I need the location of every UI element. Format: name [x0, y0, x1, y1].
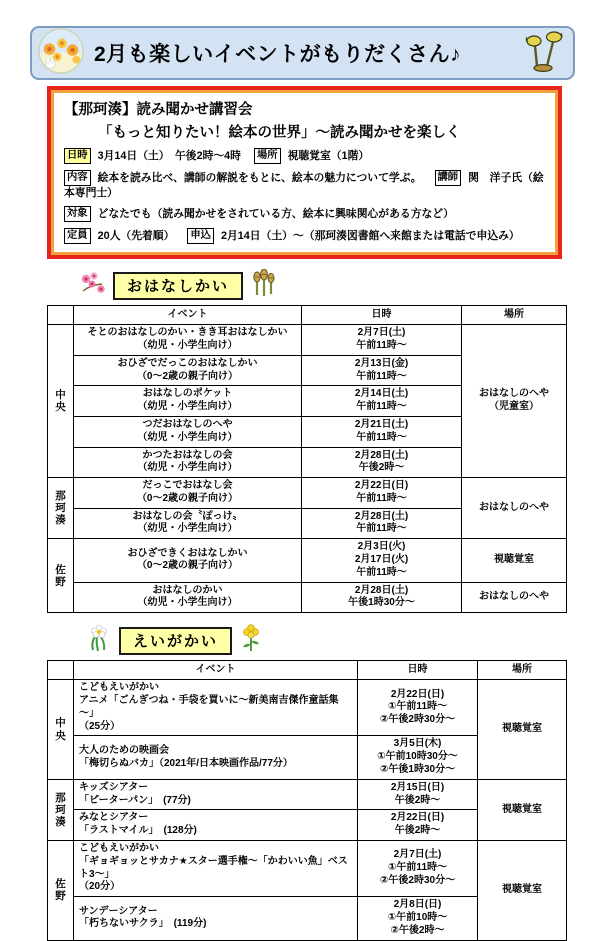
place-cell: 視聴覚室: [478, 779, 567, 840]
branch-cell: 那 珂 湊: [48, 478, 74, 539]
rapeseed-flower-icon: [239, 624, 263, 657]
table-row: [48, 841, 567, 897]
storytime-table: [47, 305, 567, 613]
event-cell: こどもえいがかい アニメ「ごんぎつね・手袋を買いに～新美南吉傑作童話集～」 （25分）: [74, 680, 358, 736]
event-cell: だっこでおはなし会 （0～2歳の親子向け）: [74, 478, 302, 509]
datetime-cell: 2月15日(日) 午後2時～: [358, 779, 478, 810]
datetime-label: 日時: [64, 148, 91, 164]
place-cell: おはなしのへや: [462, 478, 567, 539]
event-cell: 大人のための映画会 「梅切らぬバカ」（2021年/日本映画作品/77分）: [74, 736, 358, 779]
table-row: [48, 325, 567, 356]
section-title-movie: えいがかい: [119, 627, 232, 655]
event-cell: おはなしのポケット （幼児・小学生向け）: [74, 386, 302, 417]
datetime-cell: 3月5日(木) ①午前10時30分～ ②午後1時30分～: [358, 736, 478, 779]
event-cell: みなとシアター 「ラストマイル」 (128分): [74, 810, 358, 841]
movie-table: [47, 660, 567, 940]
datetime-cell: 2月8日(日) ①午前10時～ ②午後2時～: [358, 897, 478, 940]
column-header: 場所: [462, 306, 567, 325]
datetime-cell: 2月14日(土) 午前11時～: [302, 386, 462, 417]
branch-cell: 那 珂 湊: [48, 779, 74, 840]
event-cell: おひざでだっこのおはなしかい （0～2歳の親子向け）: [74, 355, 302, 386]
lecturer-value: 関 洋子氏（絵本専門士）: [64, 171, 544, 199]
target-value: どなたでも（読み聞かせをされている方、絵本に興味関心がある方など）: [97, 208, 454, 221]
content-value: 絵本を読み比べ、講師の解説をもとに、絵本の魅力について学ぶ。: [97, 171, 422, 184]
apply-label: 申込: [187, 228, 214, 244]
datetime-cell: 2月21日(土) 午前11時～: [302, 416, 462, 447]
section-title-storytime: おはなしかい: [113, 272, 243, 300]
datetime-cell: 2月22日(日) 午後2時～: [358, 810, 478, 841]
movie-section-header: [88, 624, 605, 657]
workshop-content-line: [64, 170, 547, 200]
datetime-value: 3月14日（土） 午後2時～4時: [97, 150, 241, 162]
capacity-label: 定員: [64, 228, 91, 244]
branch-cell: 佐 野: [48, 539, 74, 613]
column-header: 日時: [358, 661, 478, 680]
workshop-target-line: [64, 206, 547, 222]
datetime-cell: 2月28日(土) 午後1時30分～: [302, 582, 462, 613]
table-row: [48, 680, 567, 736]
place-cell: おはなしのへや （児童室）: [462, 325, 567, 478]
plum-blossom-icon: [80, 271, 106, 300]
workshop-subtitle: 「もっと知りたい！絵本の世界」～読み聞かせを楽しく: [98, 125, 461, 141]
place-cell: 視聴覚室: [462, 539, 567, 582]
place-cell: おはなしのへや: [462, 582, 567, 613]
workshop-notice-box: [47, 86, 562, 259]
table-row: [48, 582, 567, 613]
header-banner: [30, 26, 575, 80]
branch-cell: 中 央: [48, 325, 74, 478]
branch-cell: 中 央: [48, 680, 74, 780]
datetime-cell: 2月28日(土) 午後2時～: [302, 447, 462, 478]
event-cell: つだおはなしのへや （幼児・小学生向け）: [74, 416, 302, 447]
event-cell: おはなしの会〝ぽっけ〟 （幼児・小学生向け）: [74, 508, 302, 539]
place-cell: 視聴覚室: [478, 680, 567, 780]
place-value: 視聴覚室（1階）: [287, 150, 370, 162]
capacity-value: 20人（先着順）: [97, 230, 175, 243]
event-cell: キッズシアター 「ピーターパン」 (77分): [74, 779, 358, 810]
page-title: 2月も楽しいイベントがもりだくさん♪: [94, 43, 462, 66]
workshop-title: 【那珂湊】読み聞かせ講習会: [64, 102, 253, 118]
lecturer-label: 講師: [435, 170, 462, 186]
event-cell: かつたおはなしの会 （幼児・小学生向け）: [74, 447, 302, 478]
column-header: イベント: [74, 661, 358, 680]
event-cell: こどもえいがかい 「ギョギョッとサカナ★スター選手権～「かわいい魚」ベスト3～」 （20分）: [74, 841, 358, 897]
event-cell: おひざできくおはなしかい （0～2歳の親子向け）: [74, 539, 302, 582]
content-label: 内容: [64, 170, 91, 186]
horsetail-icon: [250, 269, 276, 302]
workshop-capacity-line: [64, 228, 547, 244]
butterbur-sprout-illustration: [523, 30, 563, 77]
target-label: 対象: [64, 206, 91, 222]
table-header-row: [48, 306, 567, 325]
table-header-row: [48, 661, 567, 680]
event-cell: おはなしのかい （幼児・小学生向け）: [74, 582, 302, 613]
datetime-cell: 2月7日(土) 午前11時～: [302, 325, 462, 356]
place-cell: 視聴覚室: [478, 841, 567, 941]
branch-column-header: [48, 661, 74, 680]
datetime-cell: 2月3日(火) 2月17日(火) 午前11時～: [302, 539, 462, 582]
branch-cell: 佐 野: [48, 841, 74, 941]
datetime-cell: 2月28日(土) 午前11時～: [302, 508, 462, 539]
datetime-cell: 2月13日(金) 午前11時～: [302, 355, 462, 386]
table-row: [48, 478, 567, 509]
datetime-cell: 2月7日(土) ①午前11時～ ②午後2時30分～: [358, 841, 478, 897]
narcissus-icon: [88, 624, 112, 657]
apply-value: 2月14日（土）～（那珂湊図書館へ来館または電話で申込み）: [220, 230, 520, 243]
column-header: イベント: [74, 306, 302, 325]
datetime-cell: 2月22日(日) 午前11時～: [302, 478, 462, 509]
storytime-section-header: [80, 269, 605, 302]
datetime-cell: 2月22日(日) ①午前11時～ ②午後2時30分～: [358, 680, 478, 736]
event-cell: そとのおはなしのかい・きき耳おはなしかい （幼児・小学生向け）: [74, 325, 302, 356]
table-row: [48, 539, 567, 582]
table-row: [48, 779, 567, 810]
branch-column-header: [48, 306, 74, 325]
column-header: 日時: [302, 306, 462, 325]
column-header: 場所: [478, 661, 567, 680]
workshop-datetime-line: [64, 148, 547, 164]
spring-flowers-illustration: [38, 28, 84, 79]
event-cell: サンデーシアター 「朽ちないサクラ」 (119分): [74, 897, 358, 940]
place-label: 場所: [254, 148, 281, 164]
